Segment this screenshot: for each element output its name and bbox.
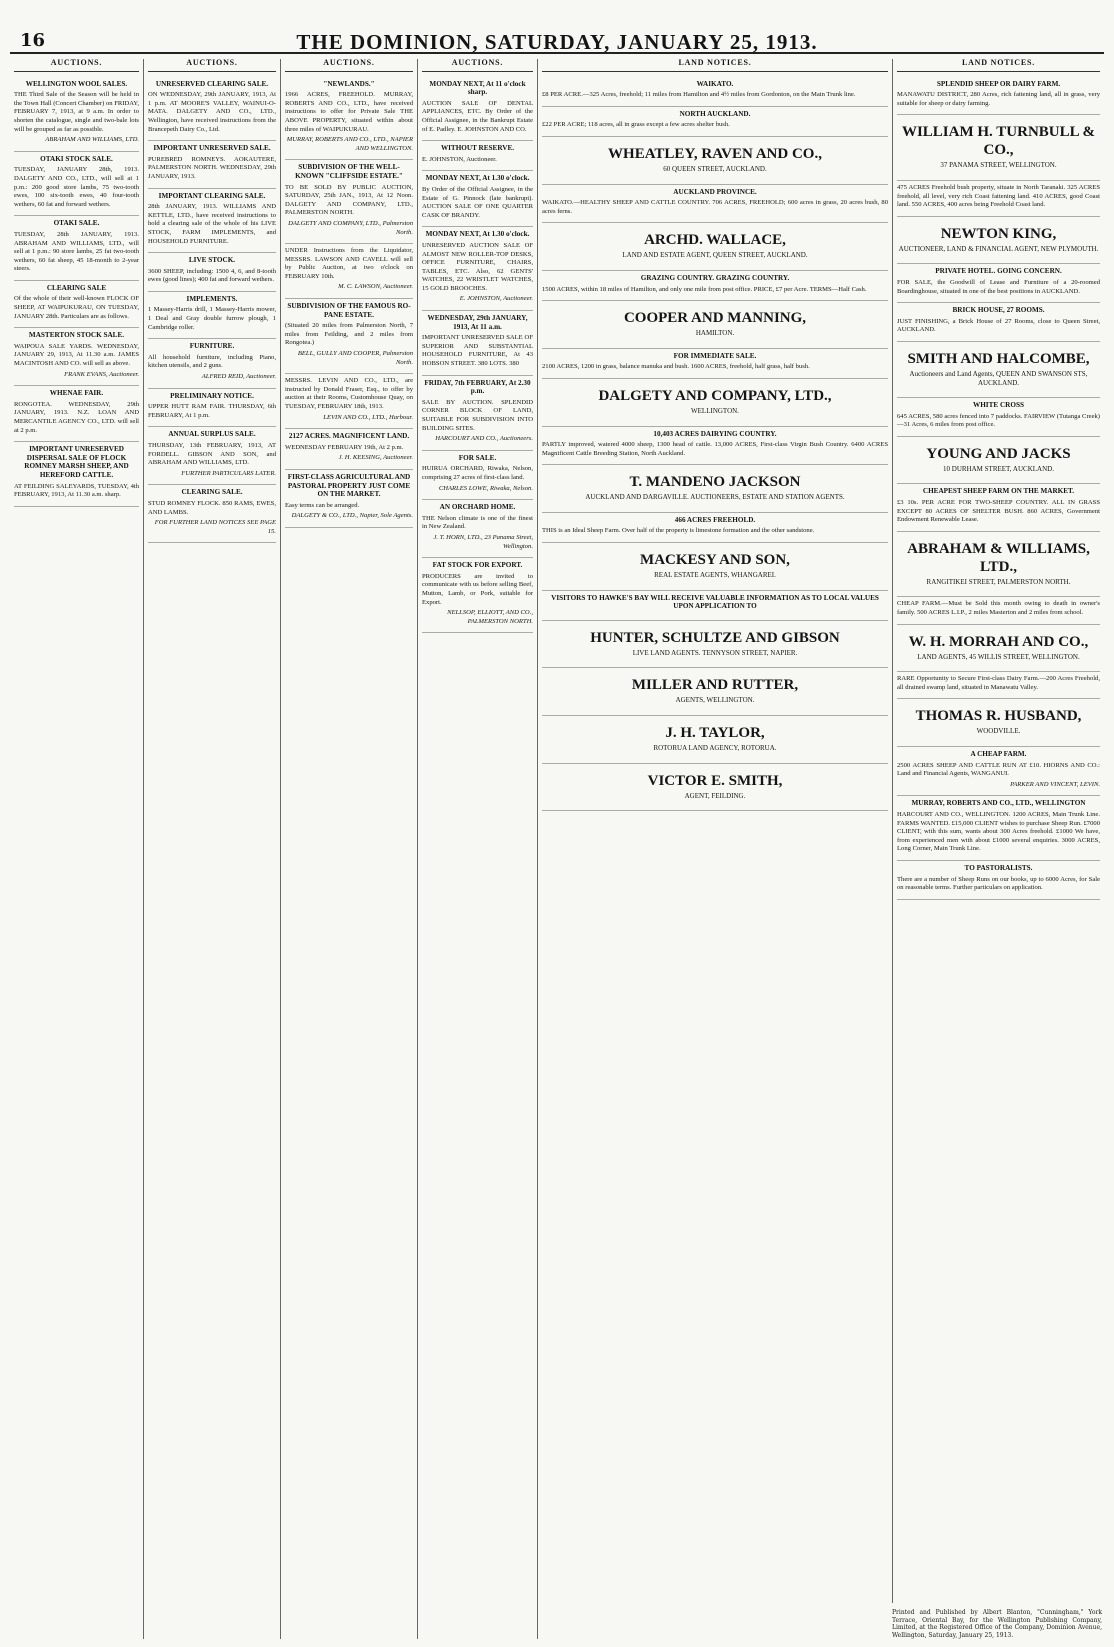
masthead bbox=[10, 30, 1104, 54]
column-heading: LAND NOTICES. bbox=[542, 59, 888, 72]
ad-title: MONDAY NEXT, At 11 o'clock sharp. bbox=[429, 79, 526, 97]
advertisement bbox=[542, 77, 888, 107]
agent-address: WELLINGTON. bbox=[691, 406, 739, 415]
agent-address: AGENTS, WELLINGTON. bbox=[675, 696, 755, 705]
ad-body: WEDNESDAY FEBRUARY 19th, At 2 p.m. bbox=[285, 443, 404, 451]
advertisement bbox=[542, 349, 888, 379]
agent-name: T. MANDENO JACKSON bbox=[629, 474, 801, 491]
imprint-footer: Printed and Published by Albert Blanton, "Cunningham," York Terrace, Oriental Bay, for the Wellington Publishing Company, Limited, at the Registered Office of the Company, Dominion Avenue, Wellington, Saturday, January 25, 1913. bbox=[892, 1609, 1102, 1639]
advertisement bbox=[897, 398, 1100, 437]
agent-name: THOMAS R. HUSBAND, bbox=[915, 708, 1082, 725]
ad-signature: CHARLES LOWE, Riwaka, Nelson. bbox=[438, 484, 533, 492]
advertisement bbox=[897, 597, 1100, 624]
ad-title: SUBDIVISION OF THE FAMOUS RO-PANE ESTATE. bbox=[287, 302, 411, 319]
advertisement bbox=[897, 672, 1100, 699]
advertisement bbox=[285, 374, 413, 429]
advertisement bbox=[422, 558, 533, 633]
ad-body: HUIRUA ORCHARD, Riwaka, Nelson, comprising 27 acres of first-class land. bbox=[422, 465, 533, 481]
ad-title: WAIKATO. bbox=[696, 79, 734, 88]
advertisement bbox=[422, 171, 533, 227]
agent-name: YOUNG AND JACKS bbox=[926, 445, 1071, 462]
advertisement bbox=[14, 152, 139, 217]
agent-name: W. H. MORRAH AND CO., bbox=[908, 633, 1089, 650]
ad-body: THIS is an Ideal Sheep Farm. Over half of the property is limestone formation and the other sandstone. bbox=[542, 527, 815, 535]
ad-signature: FRANK EVANS, Auctioneer. bbox=[64, 370, 139, 378]
agent-name: VICTOR E. SMITH, bbox=[647, 772, 783, 789]
ad-title: UNRESERVED CLEARING SALE. bbox=[155, 79, 269, 88]
ad-body: £22 PER ACRE; 118 acres, all in grass except a few acres shelter bush. bbox=[542, 121, 730, 129]
ad-body: 3600 SHEEP, including: 1500 4, 6, and 8-tooth ewes (good lines); 400 fat and forward wethers. bbox=[148, 267, 276, 284]
ad-title: SUBDIVISION OF THE WELL-KNOWN "CLIFFSIDE ESTATE." bbox=[295, 163, 403, 180]
advertisement bbox=[14, 386, 139, 442]
column-heading: LAND NOTICES. bbox=[897, 59, 1100, 72]
ad-title: A CHEAP FARM. bbox=[970, 750, 1027, 758]
ad-title: CHEAPEST SHEEP FARM ON THE MARKET. bbox=[922, 487, 1075, 496]
advertisement bbox=[897, 484, 1100, 531]
ad-title: OTAKI STOCK SALE. bbox=[40, 154, 113, 163]
ad-title: FURNITURE. bbox=[189, 342, 235, 351]
column-heading: AUCTIONS. bbox=[422, 59, 533, 72]
agent-name: ABRAHAM & WILLIAMS, LTD., bbox=[907, 540, 1090, 575]
ad-body: By Order of the Official Assignee, in the Estate of G. Pinnock (late bankrupt). AUCTION SALE OF ONE QUARTER CASK OF BRANDY. bbox=[422, 185, 533, 219]
ad-title: 2127 ACRES. MAGNIFICENT LAND. bbox=[288, 432, 410, 441]
agent-name: HUNTER, SCHULTZE AND GIBSON bbox=[590, 629, 840, 646]
advertisement bbox=[542, 379, 888, 427]
advertisement bbox=[285, 244, 413, 299]
agent-name: MILLER AND RUTTER, bbox=[631, 677, 799, 694]
advertisement bbox=[148, 427, 276, 485]
advertisement bbox=[542, 223, 888, 271]
agent-address: RANGITIKEI STREET, PALMERSTON NORTH. bbox=[926, 577, 1071, 586]
ad-title: WHENAE FAIR. bbox=[49, 389, 104, 398]
ad-title: FIRST-CLASS AGRICULTURAL AND PASTORAL PROPERTY JUST COME ON THE MARKET. bbox=[287, 472, 411, 499]
column-6 bbox=[892, 59, 1104, 1603]
advertisement bbox=[542, 185, 888, 224]
ad-title: FOR SALE. bbox=[458, 453, 497, 462]
ad-body: MANAWATU DISTRICT, 280 Acres, rich fattening land, all in grass, very suitable for sheep or dairy farming. bbox=[897, 91, 1100, 107]
advertisement bbox=[897, 699, 1100, 747]
ad-body: Easy terms can be arranged. bbox=[285, 501, 360, 509]
advertisement bbox=[148, 77, 276, 142]
advertisement bbox=[542, 107, 888, 137]
ad-body: WAIKATO.—HEALTHY SHEEP AND CATTLE COUNTRY. 706 ACRES, FREEHOLD; 600 acres in grass, 20 acres bush, 80 acres ferns. bbox=[542, 199, 888, 215]
ad-body: There are a number of Sheep Runs on our books, up to 6000 Acres, for Sale on reasonable terms. Further particulars on application. bbox=[897, 875, 1100, 892]
ad-body: CHEAP FARM.—Must be Sold this month owing to death in owner's family. 500 ACRES L.I.P., 2 miles Masterton and 2 miles from school. bbox=[897, 600, 1100, 617]
ad-body: 28th JANUARY, 1913. WILLIAMS AND KETTLE, LTD., have received instructions to hold a clearing sale of the whole of his LIVE STOCK, FARM IMPLEMENTS, and HOUSEHOLD FURNITURE. bbox=[148, 203, 276, 245]
advertisement bbox=[14, 328, 139, 386]
ad-signature: DALGETY AND COMPANY, LTD., Palmerston North. bbox=[288, 219, 413, 236]
column-5 bbox=[537, 59, 892, 1639]
ad-body: PARTLY improved, watered 4000 sheep, 1300 head of cattle. 13,000 ACRES, First-class Virgin Bush Country. 6400 ACRES Magnificent Cattle Breeding Station, North Auckland. bbox=[542, 441, 888, 457]
ad-signature: MURRAY, ROBERTS AND CO., LTD., NAPIER AND WELLINGTON. bbox=[286, 136, 413, 152]
ad-body: UNRESERVED AUCTION SALE OF ALMOST NEW ROLLER-TOP DESKS, OFFICE FURNITURE, CHAIRS, TABLES, ETC. Also, 62 GENTS' WATCHES, 22 WRISTLET WATCHES, 15 GOLD BROOCHES. bbox=[422, 241, 533, 292]
advertisement bbox=[897, 625, 1100, 673]
ad-body: UNDER Instructions from the Liquidator, MESSRS. LAWSON AND CAVELL will sell by Public Auction, at two o'clock on FEBRUARY 10th. bbox=[285, 247, 413, 280]
advertisement bbox=[285, 160, 413, 244]
advertisement bbox=[897, 217, 1100, 265]
ad-title: MASTERTON STOCK SALE. bbox=[28, 331, 125, 340]
ad-title: 466 ACRES FREEHOLD. bbox=[674, 515, 756, 524]
ad-signature: FOR FURTHER LAND NOTICES SEE PAGE 15. bbox=[154, 519, 276, 535]
column-1 bbox=[10, 59, 143, 1639]
advertisement bbox=[542, 764, 888, 812]
advertisement bbox=[285, 470, 413, 528]
ad-title: WHITE CROSS bbox=[973, 401, 1024, 410]
ad-title: MONDAY NEXT, At 1.30 o'clock. bbox=[425, 230, 530, 239]
ad-title: FRIDAY, 7th FEBRUARY, At 2.30 p.m. bbox=[424, 378, 531, 396]
agent-address: 37 PANAMA STREET, WELLINGTON. bbox=[940, 161, 1057, 170]
agent-name: MACKESY AND SON, bbox=[640, 552, 790, 569]
agent-address: AUCTIONEER, LAND & FINANCIAL AGENT, NEW PLYMOUTH. bbox=[898, 244, 1099, 253]
advertisement bbox=[422, 376, 533, 451]
ad-title: AUCKLAND PROVINCE. bbox=[673, 187, 757, 196]
ad-title: BRICK HOUSE, 27 ROOMS. bbox=[952, 306, 1045, 315]
ad-body: (Situated 20 miles from Palmerston North, 7 miles from Feilding, and 2 miles from Rongotea.) bbox=[285, 322, 413, 347]
ad-title: LIVE STOCK. bbox=[188, 256, 236, 265]
ad-signature: PARKER AND VINCENT, LEVIN. bbox=[1010, 780, 1100, 788]
advertisement bbox=[897, 437, 1100, 485]
ad-title: VISITORS TO HAWKE'S BAY WILL RECEIVE VALUABLE INFORMATION AS TO LOCAL VALUES UPON APPLICATION TO bbox=[551, 593, 879, 611]
ad-body: UPPER HUTT RAM FAIR. THURSDAY, 6th FEBRUARY, At 1 p.m. bbox=[148, 403, 276, 419]
ad-body: AUCTION SALE OF DENTAL APPLIANCES, ETC. By Order of the Official Assignee, in the Bankrupt Estate of E. Padley. E. JOHNSTON AND CO. bbox=[422, 99, 533, 133]
ad-body: 475 ACRES Freehold bush property, situate in North Taranaki. 325 ACRES freehold, all level, very rich Coast fattening land. 410 ACRES, good Coast land. 550 ACRES, 400 acres being Freehold Coast land. bbox=[897, 183, 1100, 209]
ad-title: 10,403 ACRES DAIRYING COUNTRY. bbox=[653, 429, 777, 438]
advertisement bbox=[897, 181, 1100, 217]
ad-body: Of the whole of their well-known FLOCK OF SHEEP, AT WAIPUKURAU, ON TUESDAY, JANUARY 28th. Particulars are as follows. bbox=[14, 295, 139, 320]
advertisement bbox=[897, 264, 1100, 303]
ad-body: PUREBRED ROMNEYS. AOKAUTERE, PALMERSTON NORTH. WEDNESDAY, 29th JANUARY, 1913. bbox=[148, 155, 276, 180]
ad-body: 1 Massey-Harris drill, 1 Massey-Harris mower, 1 Deal and Gray double furrow plough, 1 Cambridge roller. bbox=[148, 306, 276, 331]
ad-title: FAT STOCK FOR EXPORT. bbox=[432, 561, 523, 570]
ad-body: THE Third Sale of the Season will be held in the Town Hall (Concert Chamber) on FRIDAY, FEBRUARY 7, 1913, at 9 a.m. In order to shorten the catalogue, single and two-bale lots will be grouped as far as possible. bbox=[14, 91, 139, 133]
ad-body: SALE BY AUCTION. SPLENDID CORNER BLOCK OF LAND, SUITABLE FOR SUBDIVISION INTO BUILDING SITES. bbox=[422, 398, 533, 432]
advertisement bbox=[285, 429, 413, 470]
ad-body: WAIPOUA SALE YARDS. WEDNESDAY, JANUARY 29, 1913, At 11.30 a.m. JAMES MACINTOSH AND CO. will sell as above. bbox=[14, 342, 139, 368]
advertisement bbox=[148, 339, 276, 388]
advertisement bbox=[422, 451, 533, 500]
masthead-title: THE DOMINION, SATURDAY, JANUARY 25, 1913. bbox=[296, 30, 818, 54]
agent-address: 10 DURHAM STREET, AUCKLAND. bbox=[943, 464, 1054, 473]
advertisement bbox=[897, 342, 1100, 398]
ad-title: IMPORTANT UNRESERVED DISPERSAL SALE OF FLOCK ROMNEY MARSH SHEEP, AND HEREFORD CATTLE. bbox=[24, 445, 129, 479]
ad-title: OTAKI SALE. bbox=[53, 219, 100, 228]
ad-title: PRELIMINARY NOTICE. bbox=[170, 391, 254, 400]
ad-body: THE Nelson climate is one of the finest in New Zealand. bbox=[422, 514, 533, 531]
ad-title: IMPLEMENTS. bbox=[186, 294, 238, 303]
ad-body: 1966 ACRES, FREEHOLD. MURRAY, ROBERTS AND CO., LTD., have received instructions to offer for Private Sale THE ABOVE PROPERTY, situated within about three miles of WAIPUKURAU. bbox=[285, 91, 413, 133]
advertisement bbox=[148, 253, 276, 292]
agent-address: 60 QUEEN STREET, AUCKLAND. bbox=[663, 164, 767, 173]
agent-address: AUCKLAND AND DARGAVILLE. AUCTIONEERS, ESTATE AND STATION AGENTS. bbox=[585, 493, 845, 502]
advertisement bbox=[897, 532, 1100, 598]
ad-body: THURSDAY, 13th FEBRUARY, 1913, AT FORDELL. GIBSON AND SON, and ABRAHAM AND WILLIAMS, LTD. bbox=[148, 442, 276, 467]
column-heading: AUCTIONS. bbox=[14, 59, 139, 72]
advertisement bbox=[897, 77, 1100, 116]
ad-title: CLEARING SALE. bbox=[181, 488, 243, 497]
advertisement bbox=[542, 301, 888, 349]
advertisement bbox=[542, 668, 888, 716]
ad-signature: FURTHER PARTICULARS LATER. bbox=[181, 469, 276, 477]
agent-name: DALGETY AND COMPANY, LTD., bbox=[598, 387, 832, 404]
agent-address: AGENT, FEILDING. bbox=[684, 791, 746, 800]
ad-title: TO PASTORALISTS. bbox=[964, 863, 1033, 872]
ad-body: AT FEILDING SALEYARDS, TUESDAY, 4th FEBRUARY, 1913, At 11.30 a.m. sharp. bbox=[14, 482, 139, 499]
advertisement bbox=[14, 442, 139, 507]
agent-address: LAND AND ESTATE AGENT, QUEEN STREET, AUCKLAND. bbox=[622, 251, 808, 260]
ad-title: IMPORTANT CLEARING SALE. bbox=[158, 191, 266, 200]
ad-title: SPLENDID SHEEP OR DAIRY FARM. bbox=[936, 79, 1061, 88]
advertisement bbox=[148, 485, 276, 543]
ad-signature: ABRAHAM AND WILLIAMS, LTD. bbox=[45, 136, 139, 144]
advertisement bbox=[542, 513, 888, 543]
agent-address: Auctioneers and Land Agents, QUEEN AND SWANSON STS, AUCKLAND. bbox=[909, 369, 1088, 387]
page-number: 16 bbox=[20, 30, 46, 51]
column-4 bbox=[417, 59, 537, 1639]
ad-title: WITHOUT RESERVE. bbox=[440, 144, 515, 153]
ad-signature: DALGETY & CO., LTD., Napier, Sole Agents. bbox=[291, 512, 413, 520]
ad-body: RONGOTEA. WEDNESDAY, 29th JANUARY, 1913. N.Z. LOAN AND MERCANTILE AGENCY CO., LTD. will sell at 2 p.m. bbox=[14, 400, 139, 434]
ad-body: 645 ACRES, 580 acres fenced into 7 paddocks. FAIRVIEW (Tutanga Creek)—31 Acres, 6 miles from post office. bbox=[897, 412, 1100, 429]
advertisement bbox=[542, 137, 888, 185]
column-heading: AUCTIONS. bbox=[285, 59, 413, 72]
advertisement bbox=[897, 115, 1100, 181]
agent-name: NEWTON KING, bbox=[940, 225, 1057, 242]
ad-body: 1500 ACRES, within 18 miles of Hamilton, and only one mile from post office. PRICE, £7 per Acre. TERMS—Half Cash. bbox=[542, 285, 867, 293]
ad-signature: NELLSOP, ELLIOTT, AND CO., PALMERSTON NORTH. bbox=[447, 609, 533, 625]
advertisement bbox=[285, 299, 413, 374]
ad-title: MONDAY NEXT, At 1.30 o'clock. bbox=[425, 174, 530, 183]
advertisement bbox=[148, 141, 276, 188]
ad-title: "NEWLANDS." bbox=[323, 79, 375, 88]
ad-title: WELLINGTON WOOL SALES. bbox=[25, 79, 128, 88]
ad-body: All household furniture, including Piano, kitchen utensils, and 2 guns. bbox=[148, 353, 276, 370]
ad-body: ON WEDNESDAY, 29th JANUARY, 1913, At 1 p.m. AT MOORE'S VALLEY, WAINUI-O-MATA. DALGETY AND CO., LTD., Wellington, have received instructions from the Brancepeth Dairy Co., Ltd. bbox=[148, 91, 276, 133]
agent-address: LIVE LAND AGENTS. TENNYSON STREET, NAPIER. bbox=[632, 648, 798, 657]
agent-address: HAMILTON. bbox=[695, 329, 735, 338]
advertisement bbox=[148, 389, 276, 428]
advertisement bbox=[542, 716, 888, 764]
ad-title: NORTH AUCKLAND. bbox=[679, 109, 751, 118]
agent-name: SMITH AND HALCOMBE, bbox=[907, 350, 1090, 367]
ad-title: AN ORCHARD HOME. bbox=[439, 503, 516, 512]
ad-body: £8 PER ACRE.—325 Acres, freehold; 11 miles from Hamilton and 4½ miles from Gordonton, on the Main Trunk line. bbox=[542, 91, 856, 99]
advertisement bbox=[897, 747, 1100, 796]
ad-signature: E. JOHNSTON, Auctioneer. bbox=[459, 295, 533, 303]
advertisement bbox=[542, 621, 888, 669]
column-heading: AUCTIONS. bbox=[148, 59, 276, 72]
ad-body: JUST FINISHING, a Brick House of 27 Rooms, close to Queen Street, AUCKLAND. bbox=[897, 317, 1100, 334]
advertisement bbox=[542, 271, 888, 301]
ad-title: FOR IMMEDIATE SALE. bbox=[673, 351, 757, 360]
agent-name: J. H. TAYLOR, bbox=[665, 725, 765, 742]
advertisement bbox=[14, 216, 139, 281]
ad-body: £3 10s. PER ACRE FOR TWO-SHEEP COUNTRY. ALL IN GRASS EXCEPT 80 ACRES OF SHELTER BUSH. 860 ACRES, Government Endowment Renewable Lease. bbox=[897, 499, 1100, 524]
agent-address: REAL ESTATE AGENTS, WHANGAREI. bbox=[654, 571, 776, 580]
advertisement bbox=[422, 311, 533, 376]
column-3 bbox=[280, 59, 417, 1639]
ad-title: ANNUAL SURPLUS SALE. bbox=[168, 430, 256, 439]
advertisement bbox=[897, 861, 1100, 900]
agent-address: ROTORUA LAND AGENCY, ROTORUA. bbox=[653, 744, 777, 753]
ad-body: RARE Opportunity to Secure First-class Dairy Farm.—200 Acres Freehold, all drained swamp land, situated in Manawatu Valley. bbox=[897, 675, 1100, 691]
ad-title: CLEARING SALE bbox=[46, 283, 107, 292]
agent-name: WILLIAM H. TURNBULL & CO., bbox=[901, 124, 1096, 159]
ad-body: TO BE SOLD BY PUBLIC AUCTION, SATURDAY, 25th JAN., 1913, At 12 Noon. DALGETY AND COMPANY, LTD., PALMERSTON NORTH. bbox=[285, 183, 413, 217]
agent-address: WOODVILLE. bbox=[976, 727, 1021, 736]
agent-name: COOPER AND MANNING, bbox=[623, 310, 807, 327]
advertisement bbox=[897, 303, 1100, 342]
advertisement bbox=[422, 77, 533, 142]
ad-signature: M. C. LAWSON, Auctioneer. bbox=[338, 283, 413, 291]
advertisement bbox=[422, 500, 533, 558]
agent-address: LAND AGENTS, 45 WILLIS STREET, WELLINGTON. bbox=[917, 652, 1080, 661]
column-2 bbox=[143, 59, 280, 1639]
advertisement bbox=[148, 292, 276, 339]
ad-body: TUESDAY, JANUARY 28th, 1913. DALGETY AND CO., LTD., will sell at 1 p.m.: 200 good store lambs, 75 two-tooth ewes, 100 six-tooth ewes, 40 four-tooth wethers, 60 fat and forward wethers. bbox=[14, 166, 139, 208]
ad-body: E. JOHNSTON, Auctioneer. bbox=[422, 155, 497, 163]
agent-name: WHEATLEY, RAVEN AND CO., bbox=[608, 145, 822, 162]
ad-title: WEDNESDAY, 29th JANUARY, 1913, At 11 a.m. bbox=[427, 314, 528, 331]
advertisement bbox=[148, 189, 276, 254]
advertisement bbox=[285, 77, 413, 161]
ad-body: TUESDAY, 28th JANUARY, 1913. ABRAHAM AND WILLIAMS, LTD., will sell at 1 p.m.: 90 store lambs, 25 fat two-tooth wethers, 60 fat sheep, 45 18-month to 2-year steers. bbox=[14, 230, 139, 273]
ad-body: PRODUCERS are invited to communicate with us before selling Beef, Mutton, Lamb, or Pork, suitable for Export. bbox=[422, 572, 533, 606]
ad-signature: BELL, GULLY AND COOPER, Palmerston North. bbox=[297, 350, 413, 366]
advertisement bbox=[422, 141, 533, 171]
ad-title: IMPORTANT UNRESERVED SALE. bbox=[153, 144, 271, 153]
advertisement bbox=[542, 543, 888, 591]
ad-body: HARCOURT AND CO., WELLINGTON. 1200 ACRES, Main Trunk Line. FARMS WANTED. £15,000 CLIENT wishes to purchase Sheep Run. £7000 CLIENT, with this sum, wants about 300 Acres freehold. £1000 We have, from experienced men with about £1000 several enquiries. 3000 ACRES, Long Corner, Main Trunk Line. bbox=[897, 810, 1100, 853]
ad-title: GRAZING COUNTRY. GRAZING COUNTRY. bbox=[640, 273, 790, 282]
advertisement bbox=[542, 427, 888, 466]
ad-signature: J. H. KEESING, Auctioneer. bbox=[338, 454, 413, 462]
ad-body: 2100 ACRES, 1200 in grass, balance manuka and bush. 1600 ACRES, freehold, half grass, half bush. bbox=[542, 363, 810, 371]
ad-body: 2500 ACRES SHEEP AND CATTLE RUN AT £10. HIORNS AND CO.: Land and Financial Agents, WANGANUI. bbox=[897, 761, 1100, 778]
ad-signature: J. T. HORN, LTD., 23 Panama Street, Wellington. bbox=[433, 533, 533, 550]
ad-body: IMPORTANT UNRESERVED SALE OF SUPERIOR AND SUBSTANTIAL HOUSEHOLD FURNITURE, At 43 HOBSON STREET. 380 LOTS. 380 bbox=[422, 334, 533, 368]
advertisement bbox=[422, 227, 533, 311]
ad-signature: ALFRED REID, Auctioneer. bbox=[201, 373, 276, 381]
advertisement bbox=[897, 796, 1100, 861]
ad-body: STUD ROMNEY FLOCK. 850 RAMS, EWES, AND LAMBS. bbox=[148, 499, 276, 516]
ad-title: MURRAY, ROBERTS AND CO., LTD., WELLINGTON bbox=[911, 799, 1086, 808]
ad-body: MESSRS. LEVIN AND CO., LTD., are instructed by Donald Fraser, Esq., to offer by auction at their Rooms, Customhouse Quay, on TUESDAY, FEBRUARY 18th, 1913. bbox=[285, 377, 413, 410]
ad-signature: LEVIN AND CO., LTD., Harbour. bbox=[323, 413, 413, 421]
ad-signature: HARCOURT AND CO., Auctioneers. bbox=[435, 435, 533, 443]
advertisement bbox=[14, 281, 139, 328]
advertisement bbox=[542, 465, 888, 513]
advertisement bbox=[14, 77, 139, 152]
agent-name: ARCHD. WALLACE, bbox=[644, 232, 786, 249]
advertisement bbox=[542, 591, 888, 621]
ad-body: FOR SALE, the Goodwill of Lease and Furniture of a 20-roomed Boardinghouse, situated in one of the best positions in AUCKLAND. bbox=[897, 278, 1100, 295]
ad-title: PRIVATE HOTEL. GOING CONCERN. bbox=[935, 267, 1062, 276]
